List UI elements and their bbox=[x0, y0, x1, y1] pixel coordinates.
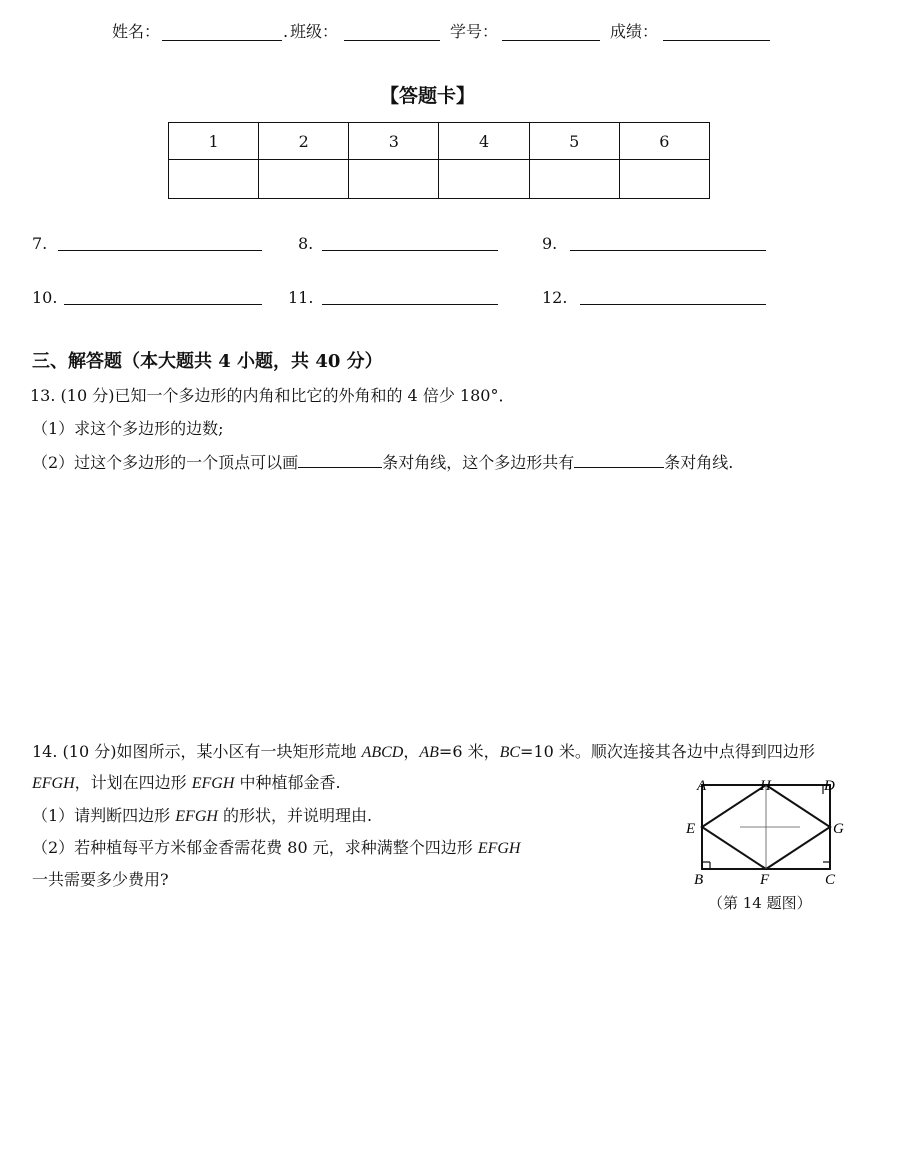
class-label: 班级： bbox=[290, 22, 339, 41]
blank-field-11[interactable] bbox=[322, 304, 498, 305]
q14-part1 bbox=[32, 806, 372, 827]
q14-quad-name-3: EFGH bbox=[175, 808, 218, 825]
q13-part2-text-b: 条对角线，这个多边形共有 bbox=[382, 453, 575, 472]
answer-card-table bbox=[168, 122, 710, 199]
label-c: C bbox=[825, 872, 836, 888]
label-a: A bbox=[697, 778, 707, 794]
q14-stem-b: ， bbox=[403, 742, 420, 761]
label-d: D bbox=[824, 778, 835, 794]
q14-stem-d: =10 米。顺次连接其各边中点得到四边形 bbox=[520, 742, 815, 761]
q14-figure bbox=[680, 772, 852, 892]
answer-col-1: 1 bbox=[169, 123, 259, 160]
blank-label-12: 12. bbox=[542, 288, 568, 307]
class-field[interactable] bbox=[344, 40, 440, 41]
q14-part3: 一共需要多少费用? bbox=[32, 870, 169, 889]
score-field[interactable] bbox=[663, 40, 770, 41]
separator-dot: . bbox=[283, 22, 289, 41]
blank-label-8: 8. bbox=[298, 234, 314, 253]
q14-quad-name-4: EFGH bbox=[477, 840, 521, 857]
q13-part2 bbox=[32, 453, 733, 473]
q13-blank-total-diagonals[interactable] bbox=[574, 453, 664, 468]
blank-label-11: 11. bbox=[288, 288, 314, 307]
blank-field-9[interactable] bbox=[570, 250, 766, 251]
label-b: B bbox=[694, 872, 704, 888]
q14-quad-name-2: EFGH bbox=[191, 775, 235, 792]
answer-col-5: 5 bbox=[529, 123, 619, 160]
name-field[interactable] bbox=[162, 40, 282, 41]
blank-field-10[interactable] bbox=[64, 304, 262, 305]
q13-part2-text-c: 条对角线. bbox=[664, 453, 734, 472]
blank-field-7[interactable] bbox=[58, 250, 262, 251]
q14-side-bc: BC bbox=[499, 744, 521, 761]
label-h: H bbox=[760, 778, 771, 794]
label-g: G bbox=[833, 821, 844, 837]
q14-side-ab: AB bbox=[419, 744, 439, 761]
answer-col-3: 3 bbox=[349, 123, 439, 160]
answer-box-1[interactable] bbox=[169, 160, 259, 199]
blank-label-10: 10. bbox=[32, 288, 58, 307]
q14-quad-name-1: EFGH bbox=[32, 775, 75, 792]
q13-blank-diagonals-from-vertex[interactable] bbox=[298, 453, 382, 468]
student-id-label: 学号： bbox=[450, 22, 499, 41]
q13-part1: （1）求这个多边形的边数; bbox=[32, 419, 224, 438]
student-id-field[interactable] bbox=[502, 40, 600, 41]
q14-stem-c: =6 米， bbox=[438, 742, 500, 761]
answer-box-6[interactable] bbox=[619, 160, 709, 199]
answer-box-5[interactable] bbox=[529, 160, 619, 199]
q14-part1-a: （1）请判断四边形 bbox=[32, 806, 176, 825]
q14-stem-a: 14. (10 分)如图所示，某小区有一块矩形荒地 bbox=[32, 742, 362, 761]
q14-line2-d: 中种植郁金香. bbox=[234, 773, 341, 792]
q14-part2 bbox=[32, 838, 520, 859]
blank-field-8[interactable] bbox=[322, 250, 498, 251]
q14-stem bbox=[32, 742, 815, 763]
answer-col-6: 6 bbox=[619, 123, 709, 160]
figure-caption: （第 14 题图） bbox=[708, 894, 812, 912]
q13-part2-text-a: （2）过这个多边形的一个顶点可以画 bbox=[32, 453, 299, 472]
answer-col-4: 4 bbox=[439, 123, 529, 160]
answer-card-title: 【答题卡】 bbox=[380, 85, 476, 107]
label-f: F bbox=[760, 872, 770, 888]
label-e: E bbox=[686, 821, 696, 837]
score-label: 成绩： bbox=[610, 22, 659, 41]
answer-box-4[interactable] bbox=[439, 160, 529, 199]
q13-stem: 13. (10 分)已知一个多边形的内角和比它的外角和的 4 倍少 180°． bbox=[30, 386, 515, 405]
q14-part2-a: （2）若种植每平方米郁金香需花费 80 元，求种满整个四边形 bbox=[32, 838, 478, 857]
answer-box-2[interactable] bbox=[259, 160, 349, 199]
q14-rect-name: ABCD bbox=[361, 744, 404, 761]
blank-field-12[interactable] bbox=[580, 304, 766, 305]
answer-box-3[interactable] bbox=[349, 160, 439, 199]
name-label: 姓名： bbox=[112, 22, 161, 41]
blank-label-7: 7. bbox=[32, 234, 48, 253]
q14-line2-b: ，计划在四边形 bbox=[74, 773, 192, 792]
q14-line2 bbox=[32, 773, 341, 794]
answer-col-2: 2 bbox=[259, 123, 349, 160]
blank-label-9: 9. bbox=[542, 234, 558, 253]
q14-part1-c: 的形状，并说明理由. bbox=[217, 806, 373, 825]
section-title: 三、解答题（本大题共 4 小题，共 40 分） bbox=[32, 351, 383, 372]
